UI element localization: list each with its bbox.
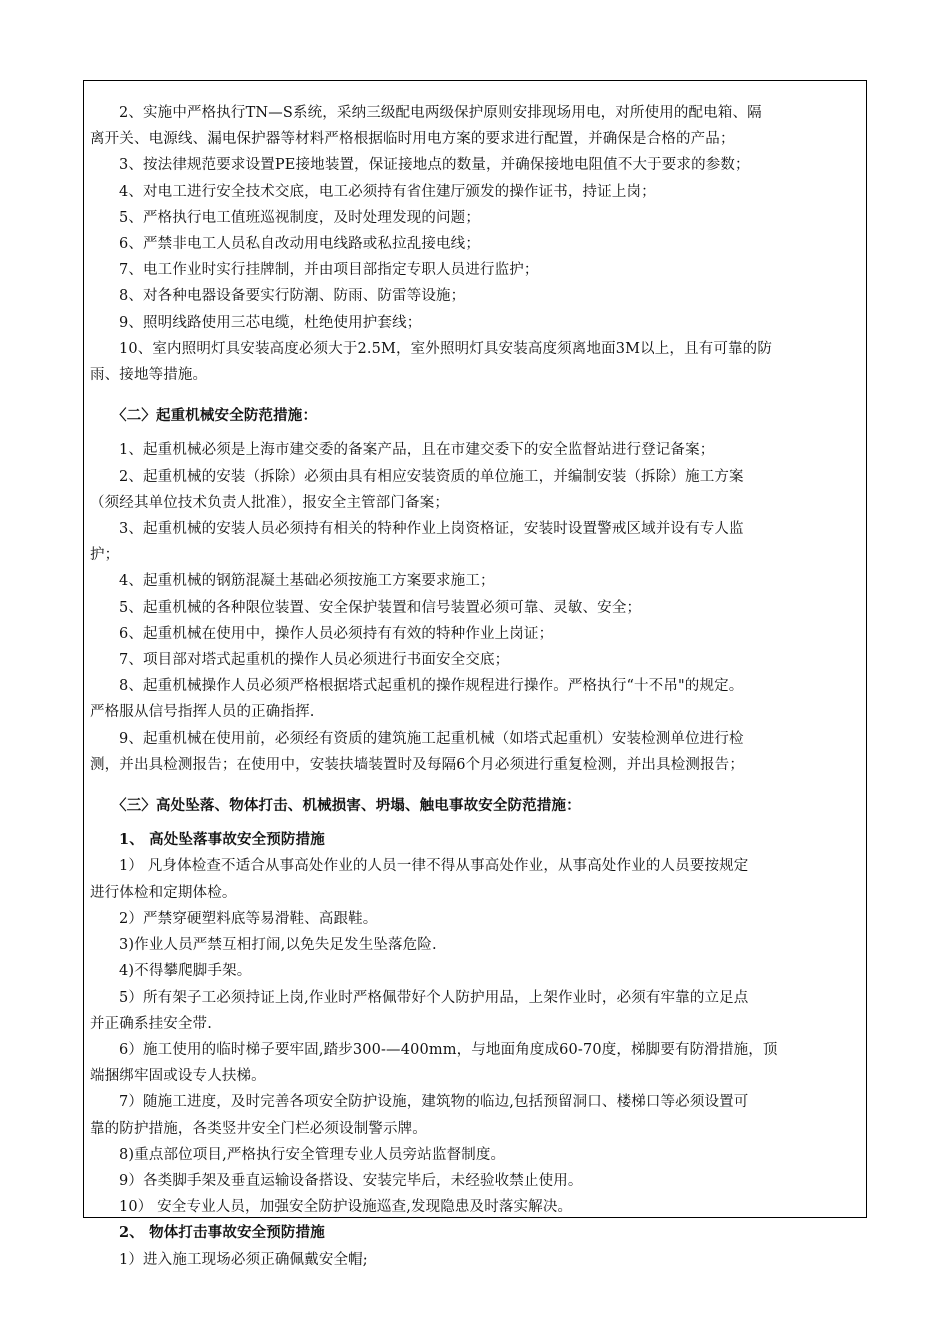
list-item-continuation: 测，并出具检测报告；在使用中，安装扶墙装置时及每隔6个月必须进行重复检测，并出具检测报告； bbox=[90, 756, 744, 773]
list-item: 3)作业人员严禁互相打闹,以免失足发生坠落危险. bbox=[119, 937, 437, 954]
list-item-continuation: 并正确系挂安全带. bbox=[90, 1015, 212, 1032]
section-heading: 〈二〉起重机械安全防范措施： bbox=[112, 407, 318, 425]
electrical-safety-list bbox=[90, 100, 858, 388]
list-item: 8、对各种电器设备要实行防潮、防雨、防雷等设施； bbox=[119, 288, 466, 305]
list-item: 6、起重机械在使用中，操作人员必须持有有效的特种作业上岗证； bbox=[119, 625, 554, 642]
list-item: 10） 安全专业人员，加强安全防护设施巡查,发现隐患及时落实解决。 bbox=[119, 1199, 573, 1216]
accident-prevention-section bbox=[90, 793, 858, 1273]
list-item: 5、严格执行电工值班巡视制度，及时处理发现的问题； bbox=[119, 209, 480, 226]
list-item: 4、起重机械的钢筋混凝土基础必须按施工方案要求施工； bbox=[119, 573, 495, 590]
list-item-continuation: 进行体检和定期体检。 bbox=[90, 884, 237, 901]
list-item: 3、起重机械的安装人员必须持有相关的特种作业上岗资格证，安装时设置警戒区域并设有专人监 bbox=[119, 521, 744, 538]
list-item: 5）所有架子工必须持证上岗,作业时严格佩带好个人防护用品，上架作业时，必须有牢靠的立足点 bbox=[119, 989, 749, 1006]
list-item-continuation: 靠的防护措施，各类竖井安全门栏必须设制警示牌。 bbox=[90, 1120, 427, 1137]
list-item: 9）各类脚手架及垂直运输设备搭设、安装完毕后，未经验收禁止使用。 bbox=[119, 1172, 583, 1189]
list-item: 4、对电工进行安全技术交底，电工必须持有省住建厅颁发的操作证书，持证上岗； bbox=[119, 183, 656, 200]
list-item: 2）严禁穿硬塑料底等易滑鞋、高跟鞋。 bbox=[119, 910, 378, 927]
list-item: 8)重点部位项目,严格执行安全管理专业人员旁站监督制度。 bbox=[119, 1146, 506, 1163]
list-item: 10、室内照明灯具安装高度必须大于2.5M，室外照明灯具安装高度须离地面3M以上，且有可靠的防 bbox=[119, 340, 772, 357]
list-item-continuation: 离开关、电源线、漏电保护器等材料严格根据临时用电方案的要求进行配置，并确保是合格的产品； bbox=[90, 131, 735, 148]
list-item-continuation: （须经其单位技术负责人批准），报安全主管部门备案； bbox=[90, 494, 449, 511]
subsection-heading: 1、 高处坠落事故安全预防措施 bbox=[119, 831, 325, 849]
section-heading: 〈三〉高处坠落、物体打击、机械损害、坍塌、触电事故安全防范措施： bbox=[112, 797, 581, 815]
list-item: 1） 凡身体检查不适合从事高处作业的人员一律不得从事高处作业，从事高处作业的人员要按规定 bbox=[119, 858, 749, 875]
list-item: 8、起重机械操作人员必须严格根据塔式起重机的操作规程进行操作。严格执行“十不吊"的规定。 bbox=[119, 678, 744, 695]
subsection-heading: 2、 物体打击事故安全预防措施 bbox=[119, 1224, 325, 1242]
list-item: 4)不得攀爬脚手架。 bbox=[119, 963, 252, 980]
list-item: 6、严禁非电工人员私自改动用电线路或私拉乱接电线； bbox=[119, 236, 480, 253]
list-item: 1）进入施工现场必须正确佩戴安全帽; bbox=[119, 1251, 368, 1268]
document-body bbox=[90, 100, 858, 1273]
list-item: 2、实施中严格执行TN—S系统，采纳三级配电两级保护原则安排现场用电，对所使用的配电箱、隔 bbox=[119, 105, 762, 121]
list-item: 2、起重机械的安装（拆除）必须由具有相应安装资质的单位施工，并编制安装（拆除）施工方案 bbox=[119, 468, 744, 485]
list-item-continuation: 护； bbox=[90, 547, 120, 564]
list-item: 5、起重机械的各种限位装置、安全保护装置和信号装置必须可靠、灵敏、安全； bbox=[119, 599, 642, 616]
list-item-continuation: 雨、接地等措施。 bbox=[90, 367, 208, 384]
list-item: 3、按法律规范要求设置PE接地装置，保证接地点的数量，并确保接地电阻值不大于要求的参数； bbox=[119, 157, 750, 174]
list-item: 7）随施工进度，及时完善各项安全防护设施，建筑物的临边,包括预留洞口、楼梯口等必须设置可 bbox=[119, 1094, 749, 1111]
list-item: 1、起重机械必须是上海市建交委的备案产品，且在市建交委下的安全监督站进行登记备案； bbox=[119, 442, 715, 459]
list-item: 7、电工作业时实行挂牌制，并由项目部指定专职人员进行监护； bbox=[119, 262, 539, 279]
list-item: 6）施工使用的临时梯子要牢固,踏步300-—400mm，与地面角度成60-70度，梯脚要有防滑措施，顶 bbox=[119, 1041, 778, 1058]
list-item: 9、起重机械在使用前，必须经有资质的建筑施工起重机械（如塔式起重机）安装检测单位进行检 bbox=[119, 730, 744, 747]
list-item-continuation: 严格服从信号指挥人员的正确指挥. bbox=[90, 704, 315, 721]
crane-safety-section bbox=[90, 403, 858, 778]
list-item: 7、项目部对塔式起重机的操作人员必须进行书面安全交底； bbox=[119, 652, 510, 669]
list-item-continuation: 端捆绑牢固或设专人扶梯。 bbox=[90, 1068, 266, 1085]
list-item: 9、照明线路使用三芯电缆，杜绝使用护套线； bbox=[119, 314, 422, 331]
